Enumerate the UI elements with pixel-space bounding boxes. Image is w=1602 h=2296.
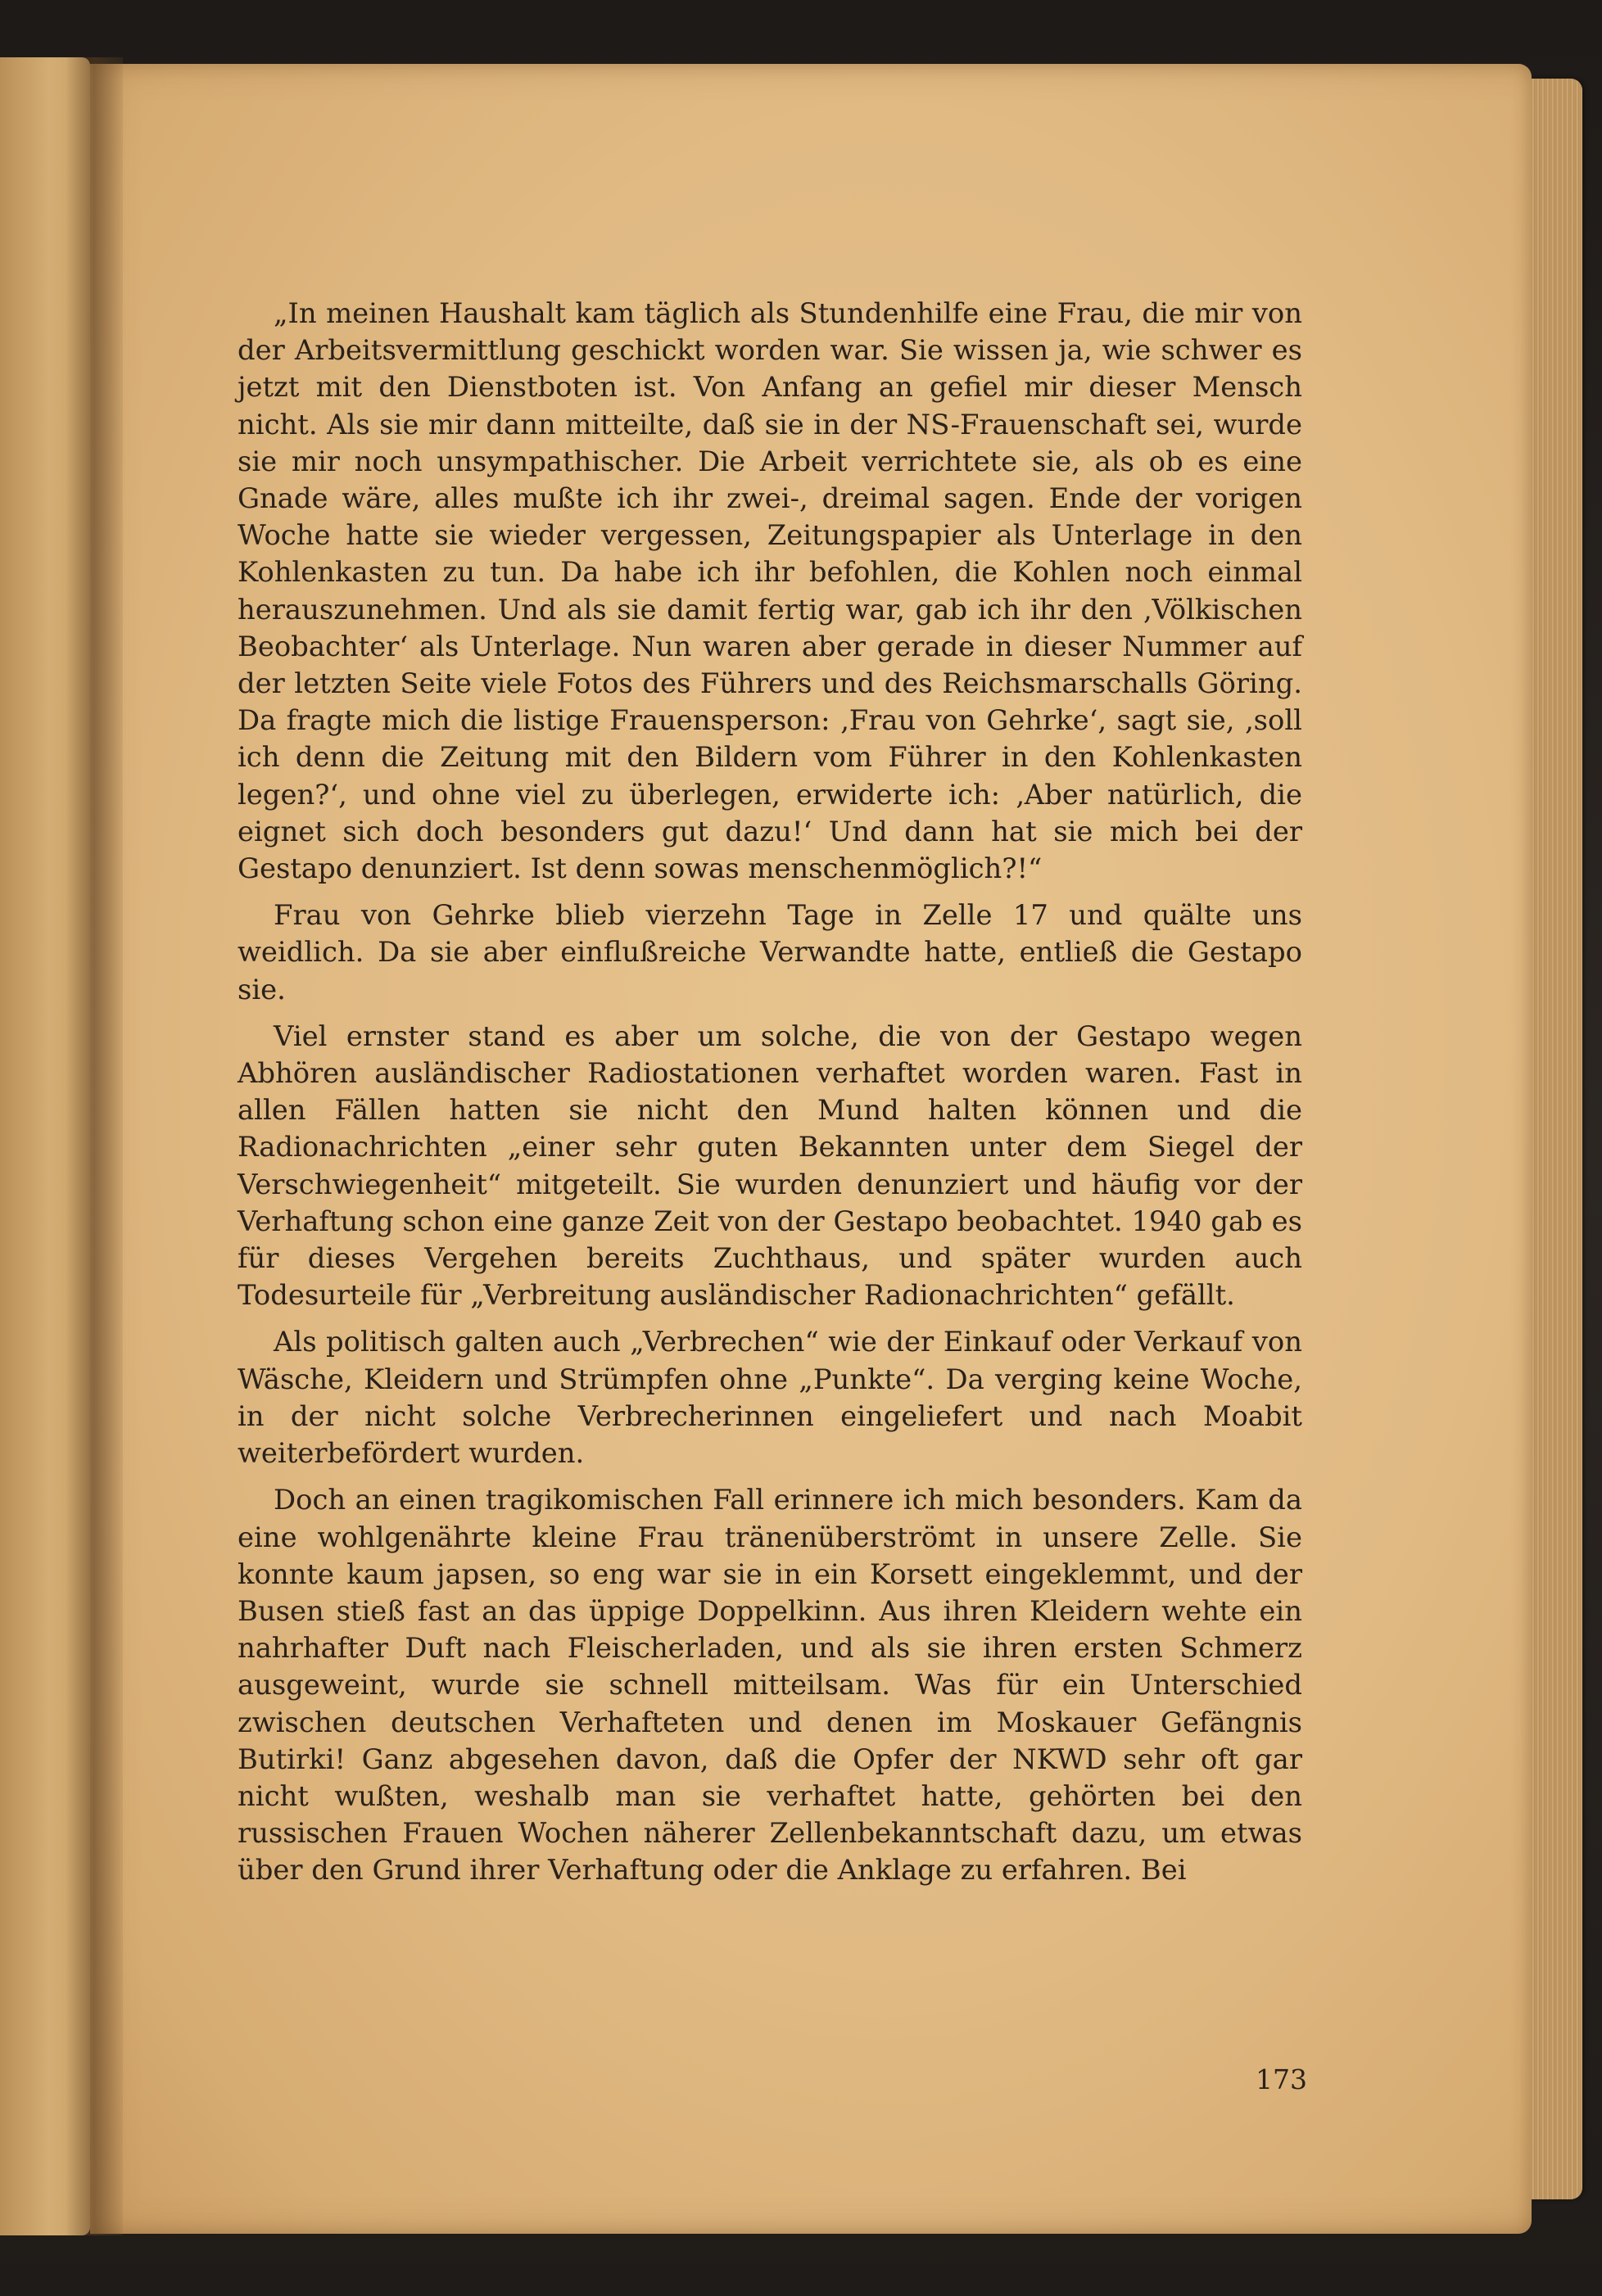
- page-number: 173: [1256, 2063, 1307, 2095]
- book-gutter: [66, 57, 123, 2235]
- paragraph-5: Doch an einen tragikomischen Fall erinnere ich mich besonders. Kam da eine wohlgenährte kleine Frau tränenüberströmt in unsere Zelle. Sie konnte kaum japsen, so eng war sie in ein Korsett eingeklemmt, und der Busen stieß fast an das üppige Doppelkinn. Aus ihren Kleidern wehte ein nahrhafter Duft nach Fleischerladen, und als sie ihren ersten Schmerz ausgeweint, wurde sie schnell mitteilsam. Was für ein Unterschied zwischen deutschen Verhafteten und denen im Moskauer Gefängnis Butirki! Ganz abgesehen davon, daß die Opfer der NKWD sehr oft gar nicht wußten, weshalb man sie verhaftet hatte, gehörten bei den russischen Frauen Wochen näherer Zellenbekanntschaft dazu, um etwas über den Grund ihrer Verhaftung oder die Anklage zu erfahren. Bei: [238, 1484, 1302, 1887]
- paragraph-2: Frau von Gehrke blieb vierzehn Tage in Zelle 17 und quälte uns weidlich. Da sie aber einflußreiche Verwandte hatte, entließ die Gestapo sie.: [238, 899, 1302, 1006]
- page-block-edges: [1525, 79, 1582, 2199]
- body-text: [238, 295, 1302, 1899]
- paragraph-3: Viel ernster stand es aber um solche, die von der Gestapo wegen Abhören ausländischer Radiostationen verhaftet worden waren. Fast in allen Fällen hatten sie nicht den Mund halten können und die Radionachrichten „einer sehr guten Bekannten unter dem Siegel der Verschwiegenheit“ mitgeteilt. Sie wurden denunziert und häufig vor der Verhaftung schon eine ganze Zeit von der Gestapo beobachtet. 1940 gab es für dieses Vergehen bereits Zuchthaus, und später wurden auch Todesurteile für „Verbreitung ausländischer Radionachrichten“ gefällt.: [238, 1019, 1302, 1312]
- paragraph-1: „In meinen Haushalt kam täglich als Stundenhilfe eine Frau, die mir von der Arbeitsvermittlung geschickt worden war. Sie wissen ja, wie schwer es jetzt mit den Dienstboten ist. Von Anfang an gefiel mir dieser Mensch nicht. Als sie mir dann mitteilte, daß sie in der NS-Frauenschaft sei, wurde sie mir noch unsympathischer. Die Arbeit verrichtete sie, als ob es eine Gnade wäre, alles mußte ich ihr zwei-, dreimal sagen. Ende der vorigen Woche hatte sie wieder vergessen, Zeitungspapier als Unterlage in den Kohlenkasten zu tun. Da habe ich ihr befohlen, die Kohlen noch einmal herauszunehmen. Und als sie damit fertig war, gab ich ihr den ‚Völkischen Beobachter‘ als Unterlage. Nun waren aber gerade in dieser Nummer auf der letzten Seite viele Fotos des Führers und des Reichsmarschalls Göring. Da fragte mich die listige Frauensperson: ‚Frau von Gehrke‘, sagt sie, ‚soll ich denn die Zeitung mit den Bildern vom Führer in den Kohlenkasten legen?‘, und ohne viel zu überlegen, erwiderte ich: ‚Aber natürlich, die eignet sich doch besonders gut dazu!‘ Und dann hat sie mich bei der Gestapo denunziert. Ist denn sowas menschenmöglich?!“: [238, 297, 1302, 885]
- paragraph-4: Als politisch galten auch „Verbrechen“ wie der Einkauf oder Verkauf von Wäsche, Kleidern und Strümpfen ohne „Punkte“. Da verging keine Woche, in der nicht solche Verbrecherinnen eingeliefert und nach Moabit weiterbefördert wurden.: [238, 1326, 1302, 1470]
